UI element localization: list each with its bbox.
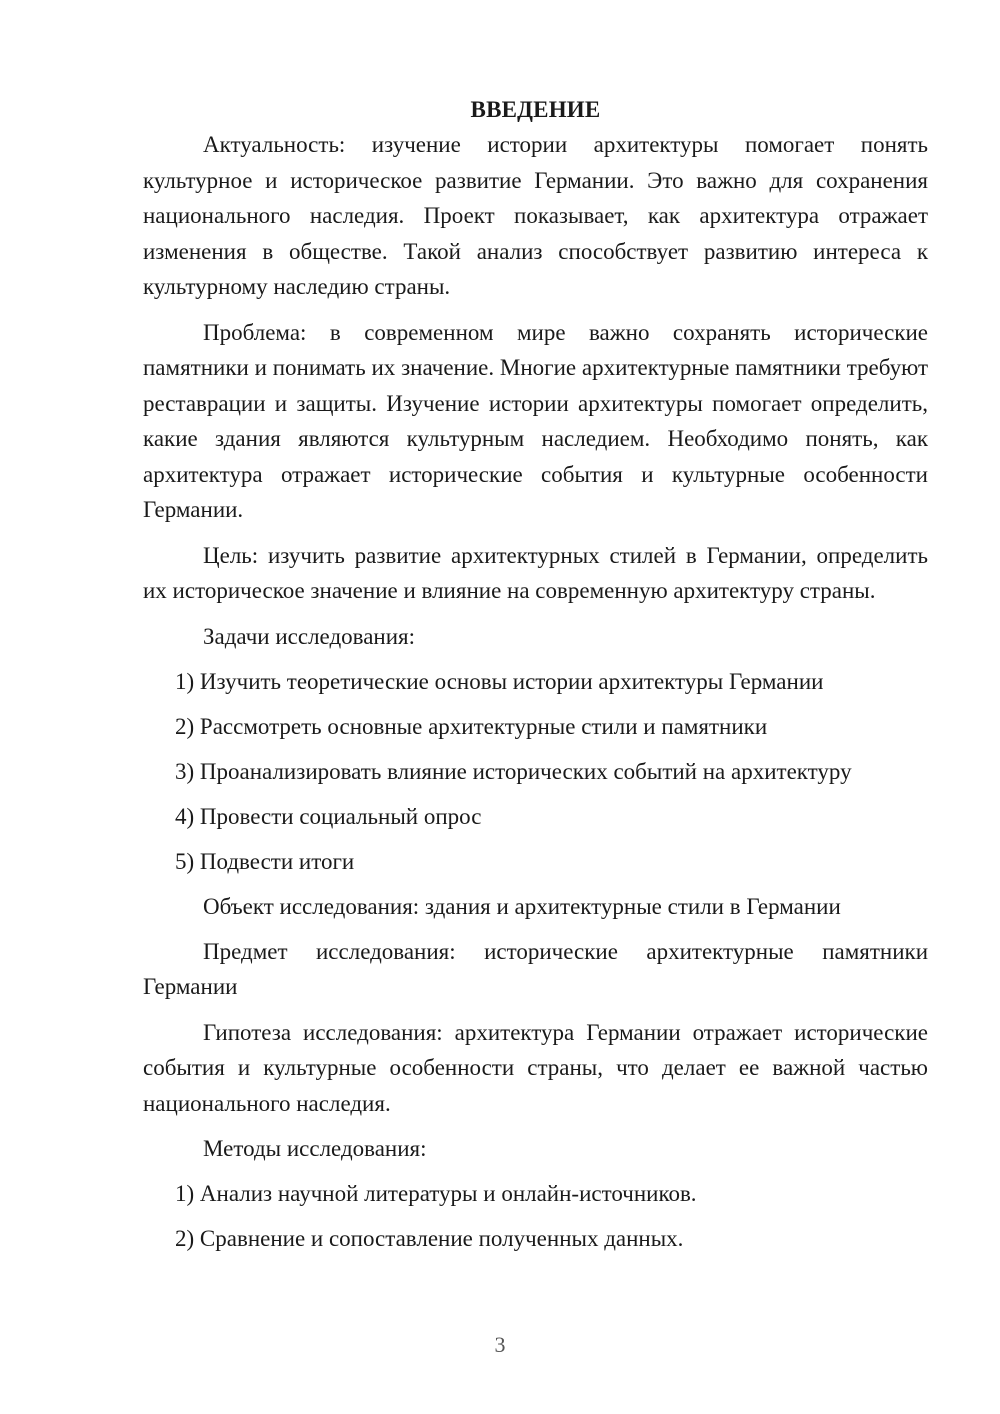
goal-paragraph: Цель: изучить развитие архитектурных стилей в Германии, определить их историческое значение и влияние на современную архитектуру страны. [143,542,928,603]
tasks-title: Задачи исследования: [203,623,416,649]
task-item: 1) Изучить теоретические основы истории архитектуры Германии [175,668,824,694]
subject-paragraph: Предмет исследования: исторические архитектурные памятники Германии [143,938,928,999]
object-line: Объект исследования: здания и архитектурные стили в Германии [203,893,841,919]
section-heading: ВВЕДЕНИЕ [470,97,601,122]
task-item: 5) Подвести итоги [175,848,355,874]
relevance-paragraph: Актуальность: изучение истории архитектуры помогает понять культурное и историческое развитие Германии. Это важно для сохранения национального наследия. Проект показывает, как архитектура отражает изменения в обществе. Такой анализ способствует развитию интереса к культурному наследию страны. [143,132,928,299]
methods-title: Методы исследования: [203,1136,427,1161]
hypothesis-paragraph: Гипотеза исследования: архитектура Германии отражает исторические события и культурные особенности страны, что делает ее важной частью национального наследия. [143,1019,928,1116]
task-item: 4) Провести социальный опрос [175,803,482,829]
document-body [143,92,928,1266]
method-item: 2) Сравнение и сопоставление полученных данных. [175,1226,684,1251]
page-number: 3 [494,1332,506,1357]
problem-paragraph: Проблема: в современном мире важно сохранять исторические памятники и понимать их значение. Многие архитектурные памятники требуют реставрации и защиты. Изучение истории архитектуры помогает определить, какие здания являются культурным наследием. Необходимо понять, как архитектура отражает исторические события и культурные особенности Германии. [143,319,928,522]
method-item: 1) Анализ научной литературы и онлайн-источников. [175,1181,697,1206]
task-item: 3) Проанализировать влияние исторических событий на архитектуру [175,758,852,784]
task-item: 2) Рассмотреть основные архитектурные стили и памятники [175,713,768,739]
